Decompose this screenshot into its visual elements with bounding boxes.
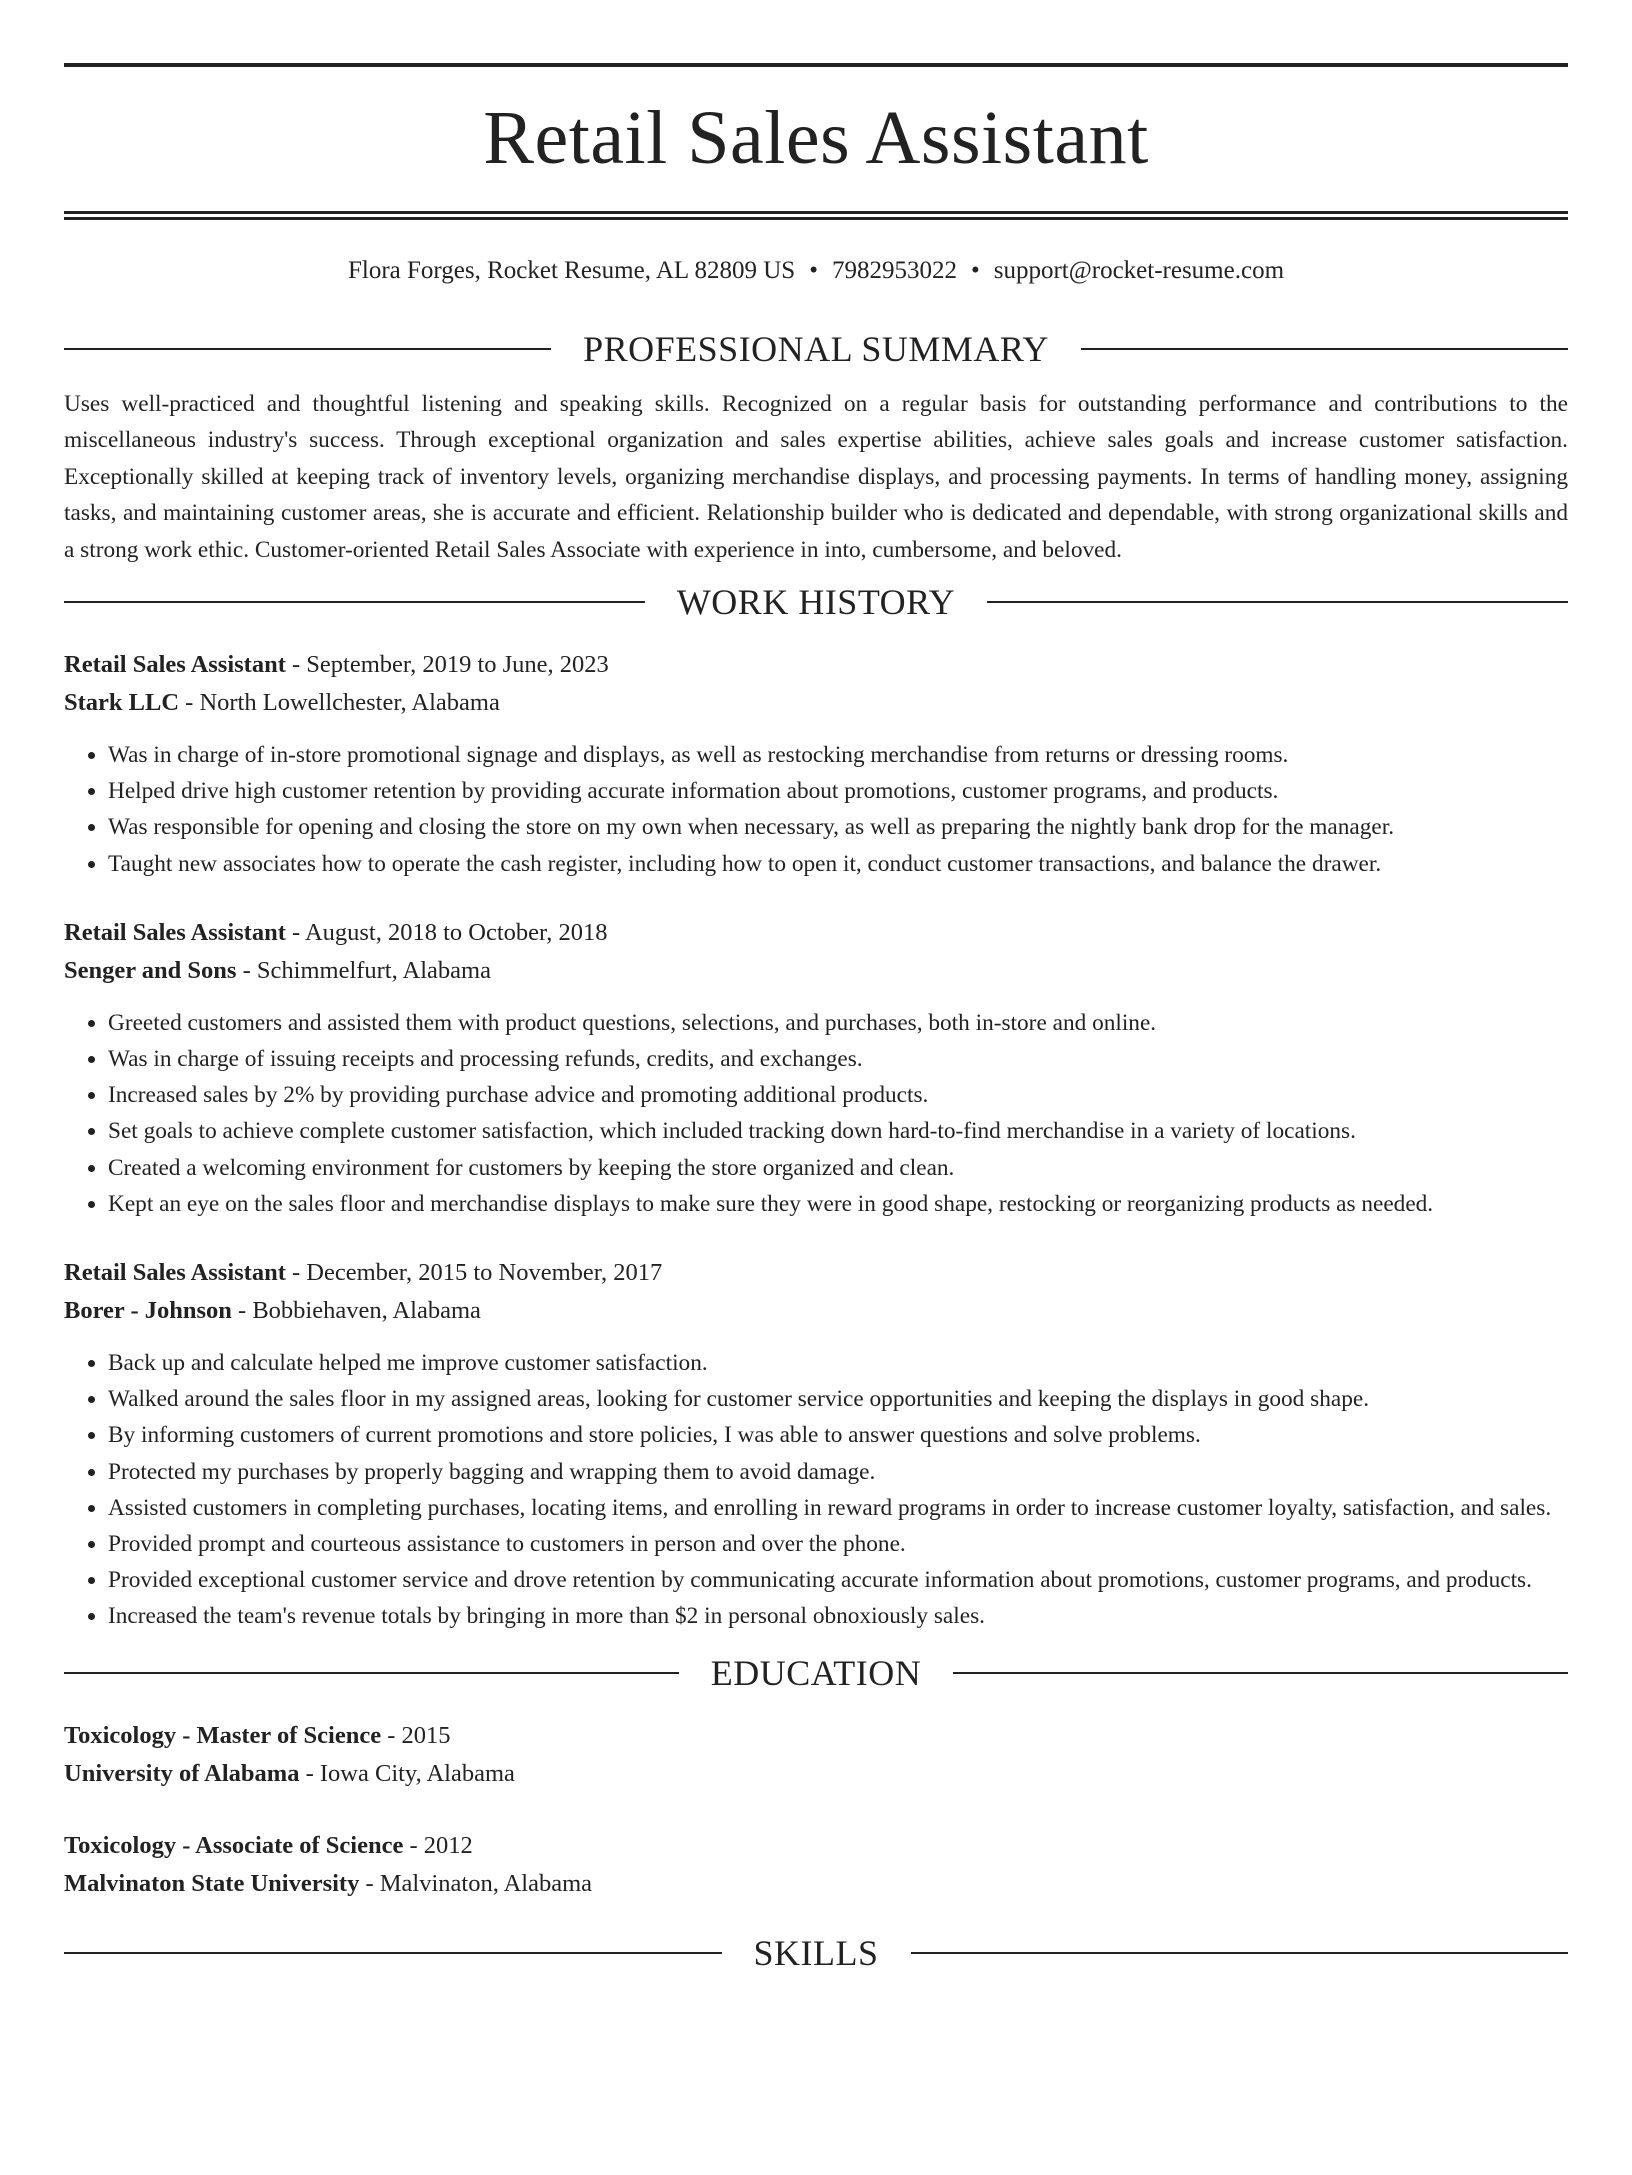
school-line: [64, 1755, 1568, 1793]
school-location: - Iowa City, Alabama: [299, 1759, 515, 1787]
list-item: • Provided exceptional customer service and drove retention by communicating accurate information about promotions, customer programs, and products.: [108, 1562, 1568, 1598]
section-heading-education: [64, 1653, 1568, 1693]
job-title-line: [64, 1254, 1568, 1292]
job-location: - North Lowellchester, Alabama: [179, 689, 500, 717]
school: University of Alabama: [64, 1759, 300, 1787]
section-title: PROFESSIONAL SUMMARY: [583, 329, 1049, 369]
list-item: • Set goals to achieve complete customer satisfaction, which included tracking down hard-to-find merchandise in a variety of locations.: [108, 1113, 1568, 1149]
degree-year: - 2012: [403, 1831, 473, 1859]
school-line: [64, 1865, 1568, 1903]
education-entry: [64, 1827, 1568, 1903]
degree-year: - 2015: [381, 1721, 451, 1749]
degree-line: [64, 1827, 1568, 1865]
job-company-line: [64, 952, 1568, 990]
title-top-rule: [64, 63, 1568, 67]
job-entry: [64, 914, 1568, 1222]
section-title: EDUCATION: [710, 1652, 922, 1693]
list-item: • By informing customers of current promotions and store policies, I was able to answer questions and solve problems.: [108, 1417, 1568, 1453]
list-item: • Was responsible for opening and closing the store on my own when necessary, as well as preparing the nightly bank drop for the manager.: [108, 809, 1568, 845]
resume-page: [0, 63, 1632, 2175]
contact-line: [64, 256, 1568, 286]
list-item: • Protected my purchases by properly bagging and wrapping them to avoid damage.: [108, 1454, 1568, 1490]
list-item: • Assisted customers in completing purchases, locating items, and enrolling in reward programs in order to increase customer loyalty, satisfaction, and sales.: [108, 1490, 1568, 1526]
heading-rule-left: [64, 348, 551, 350]
job-bullets: [64, 1345, 1568, 1635]
title-double-rule: [64, 211, 1568, 220]
list-item: • Kept an eye on the sales floor and merchandise displays to make sure they were in good shape, restocking or reorganizing products as needed.: [108, 1186, 1568, 1222]
heading-rule-left: [64, 601, 645, 603]
job-entry: [64, 646, 1568, 882]
job-company-line: [64, 684, 1568, 722]
heading-rule-left: [64, 1952, 722, 1954]
job-title: Retail Sales Assistant: [64, 1259, 286, 1287]
job-company: Borer - Johnson: [64, 1297, 232, 1325]
job-location: - Schimmelfurt, Alabama: [236, 956, 491, 984]
list-item: • Increased the team's revenue totals by bringing in more than $2 in personal obnoxiously sales.: [108, 1598, 1568, 1634]
section-title: WORK HISTORY: [676, 582, 956, 623]
degree: Toxicology - Associate of Science: [64, 1831, 404, 1859]
job-company-line: [64, 1292, 1568, 1330]
list-item: • Helped drive high customer retention by providing accurate information about promotions, customer programs, and products.: [108, 773, 1568, 809]
list-item: • Taught new associates how to operate the cash register, including how to open it, conduct customer transactions, and balance the drawer.: [108, 846, 1568, 882]
heading-rule-right: [1081, 348, 1568, 350]
job-dates: - August, 2018 to October, 2018: [285, 918, 608, 946]
contact-phone: 7982953022: [831, 257, 957, 284]
school-location: - Malvinaton, Alabama: [359, 1869, 593, 1897]
job-bullets: [64, 737, 1568, 882]
job-location: - Bobbiehaven, Alabama: [231, 1297, 481, 1325]
resume-title: Retail Sales Assistant: [483, 96, 1149, 180]
list-item: • Greeted customers and assisted them with product questions, selections, and purchases, both in-store and online.: [108, 1005, 1568, 1041]
list-item: • Provided prompt and courteous assistance to customers in person and over the phone.: [108, 1526, 1568, 1562]
heading-rule-right: [953, 1672, 1568, 1674]
contact-address: Flora Forges, Rocket Resume, AL 82809 US: [347, 257, 796, 284]
job-entry: [64, 1254, 1568, 1635]
degree-line: [64, 1717, 1568, 1755]
list-item: • Back up and calculate helped me improve customer satisfaction.: [108, 1345, 1568, 1381]
school: Malvinaton State University: [64, 1869, 360, 1897]
job-bullets: [64, 1005, 1568, 1222]
heading-rule-right: [987, 601, 1568, 603]
list-item: • Created a welcoming environment for customers by keeping the store organized and clean.: [108, 1150, 1568, 1186]
contact-separator: •: [970, 257, 980, 284]
job-dates: - December, 2015 to November, 2017: [285, 1259, 663, 1287]
list-item: • Walked around the sales floor in my assigned areas, looking for customer service opportunities and keeping the displays in good shape.: [108, 1381, 1568, 1417]
heading-rule-left: [64, 1672, 679, 1674]
summary-text: Uses well-practiced and thoughtful listening and speaking skills. Recognized on a regular basis for outstanding performance and contributions to the miscellaneous industry's success. Through exceptional organization and sales expertise abilities, achieve sales goals and increase customer satisfaction. Exceptionally skilled at keeping track of inventory levels, organizing merchandise displays, and processing payments. In terms of handling money, assigning tasks, and maintaining customer areas, she is accurate and efficient. Relationship builder who is dedicated and dependable, with strong organizational skills and a strong work ethic. Customer-oriented Retail Sales Associate with experience in into, cumbersome, and beloved.: [64, 391, 1568, 563]
list-item: • Was in charge of issuing receipts and processing refunds, credits, and exchanges.: [108, 1041, 1568, 1077]
list-item: • Increased sales by 2% by providing purchase advice and promoting additional products.: [108, 1077, 1568, 1113]
job-company: Stark LLC: [64, 689, 180, 717]
section-heading-work: [64, 582, 1568, 622]
job-company: Senger and Sons: [64, 956, 237, 984]
list-item: • Was in charge of in-store promotional signage and displays, as well as restocking merchandise from returns or dressing rooms.: [108, 737, 1568, 773]
job-title-line: [64, 914, 1568, 952]
contact-separator: •: [809, 257, 818, 284]
job-title: Retail Sales Assistant: [64, 651, 286, 679]
heading-rule-right: [911, 1952, 1569, 1954]
degree: Toxicology - Master of Science: [64, 1721, 382, 1749]
job-dates: - September, 2019 to June, 2023: [285, 651, 609, 679]
education-entry: [64, 1717, 1568, 1793]
job-title: Retail Sales Assistant: [64, 918, 286, 946]
section-title: SKILLS: [753, 1932, 879, 1973]
job-title-line: [64, 646, 1568, 684]
section-heading-summary: [64, 329, 1568, 369]
section-heading-skills: [64, 1933, 1568, 1973]
contact-email: support@rocket-resume.com: [993, 257, 1285, 284]
